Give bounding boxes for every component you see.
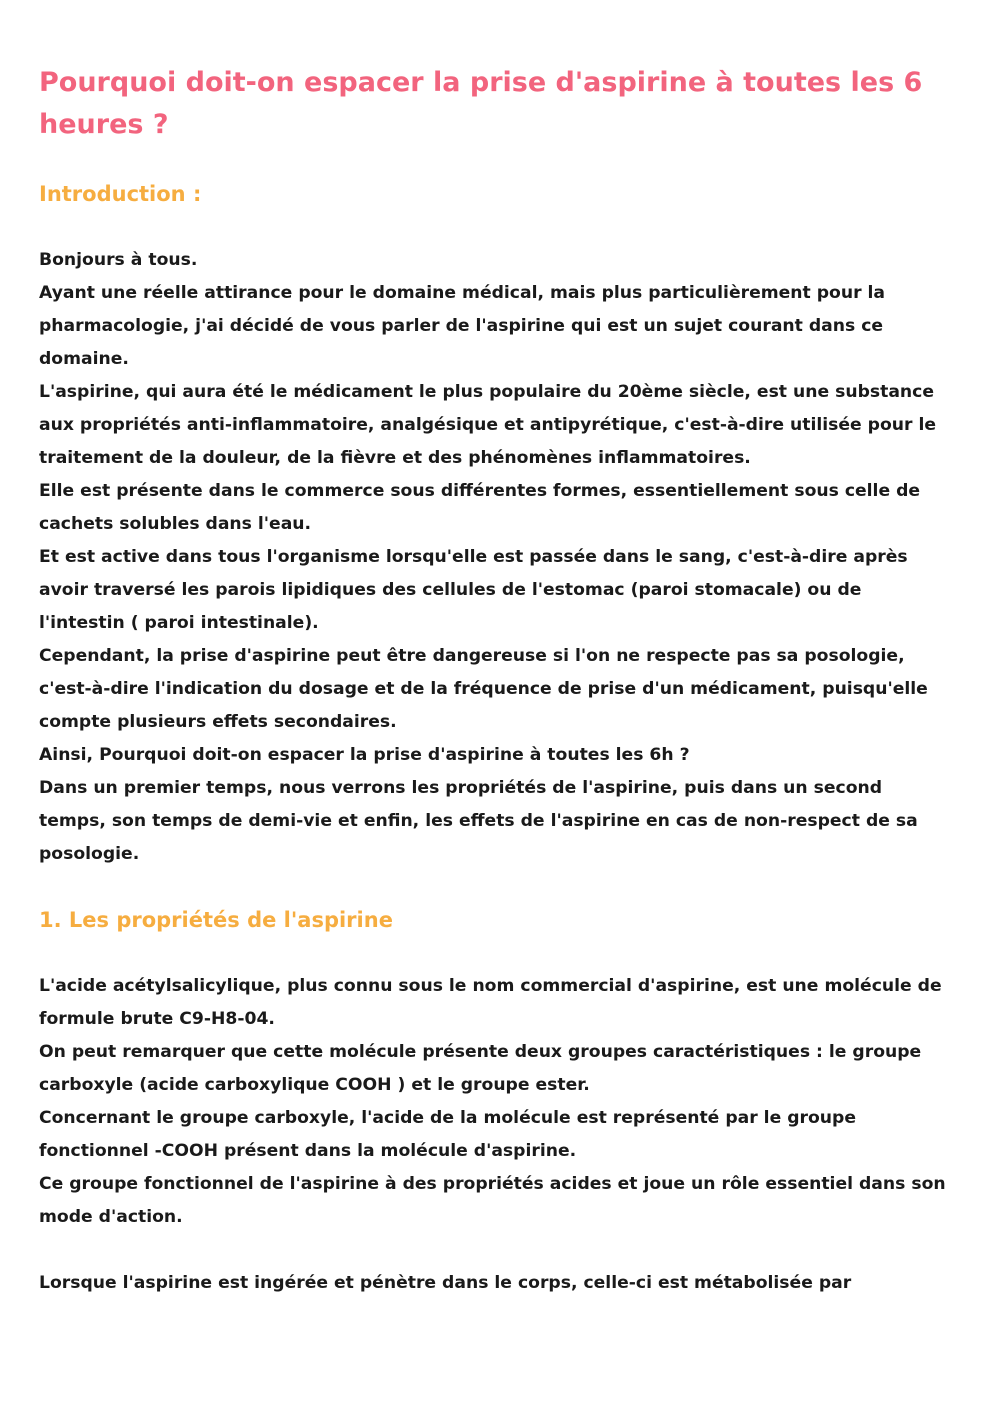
intro-paragraph: L'aspirine, qui aura été le médicament le plus populaire du 20ème siècle, est une substance aux propriétés anti-inflammatoire, analgésique et antipyrétique, c'est-à-dire utilisée pour le traitement de la douleur, de la fièvre et des phénomènes inflammatoires.: [39, 382, 937, 468]
section-1-paragraph: Ce groupe fonctionnel de l'aspirine à des propriétés acides et joue un rôle essentiel dans son mode d'action.: [39, 1174, 946, 1227]
section-1-paragraph: L'acide acétylsalicylique, plus connu sous le nom commercial d'aspirine, est une molécule de formule brute C9-H8-04.: [39, 976, 942, 1029]
introduction-body: [39, 244, 954, 871]
section-1-paragraph: Concernant le groupe carboxyle, l'acide de la molécule est représenté par le groupe fonctionnel -COOH présent dans la molécule d'aspirine.: [39, 1108, 857, 1161]
introduction-heading: Introduction :: [39, 182, 202, 206]
intro-paragraph: Ayant une réelle attirance pour le domaine médical, mais plus particulièrement pour la pharmacologie, j'ai décidé de vous parler de l'aspirine qui est un sujet courant dans ce domaine.: [39, 283, 886, 369]
intro-paragraph: Cependant, la prise d'aspirine peut être dangereuse si l'on ne respecte pas sa posologie, c'est-à-dire l'indication du dosage et de la fréquence de prise d'un médicament, puisqu'elle compte plusieurs effets secondaires.: [39, 646, 928, 732]
intro-paragraph: Bonjours à tous.: [39, 250, 198, 270]
intro-paragraph: Dans un premier temps, nous verrons les propriétés de l'aspirine, puis dans un second temps, son temps de demi-vie et enfin, les effets de l'aspirine en cas de non-respect de sa posologie.: [39, 778, 918, 864]
section-1-paragraph: On peut remarquer que cette molécule présente deux groupes caractéristiques : le groupe carboxyle (acide carboxylique COOH ) et le groupe ester.: [39, 1042, 922, 1095]
intro-paragraph: Elle est présente dans le commerce sous différentes formes, essentiellement sous celle de cachets solubles dans l'eau.: [39, 481, 921, 534]
section-1-body-continued: [39, 1267, 954, 1300]
document-title: Pourquoi doit-on espacer la prise d'aspirine à toutes les 6 heures ?: [39, 67, 923, 140]
document-page: [39, 62, 954, 1300]
intro-paragraph: Ainsi, Pourquoi doit-on espacer la prise d'aspirine à toutes les 6h ?: [39, 745, 690, 765]
section-1-heading: 1. Les propriétés de l'aspirine: [39, 908, 393, 932]
intro-paragraph: Et est active dans tous l'organisme lorsqu'elle est passée dans le sang, c'est-à-dire après avoir traversé les parois lipidiques des cellules de l'estomac (paroi stomacale) ou de l'intestin ( paroi intestinale).: [39, 547, 908, 633]
section-1-body: [39, 970, 954, 1234]
section-1-paragraph: Lorsque l'aspirine est ingérée et pénètre dans le corps, celle-ci est métabolisée par: [39, 1273, 852, 1293]
